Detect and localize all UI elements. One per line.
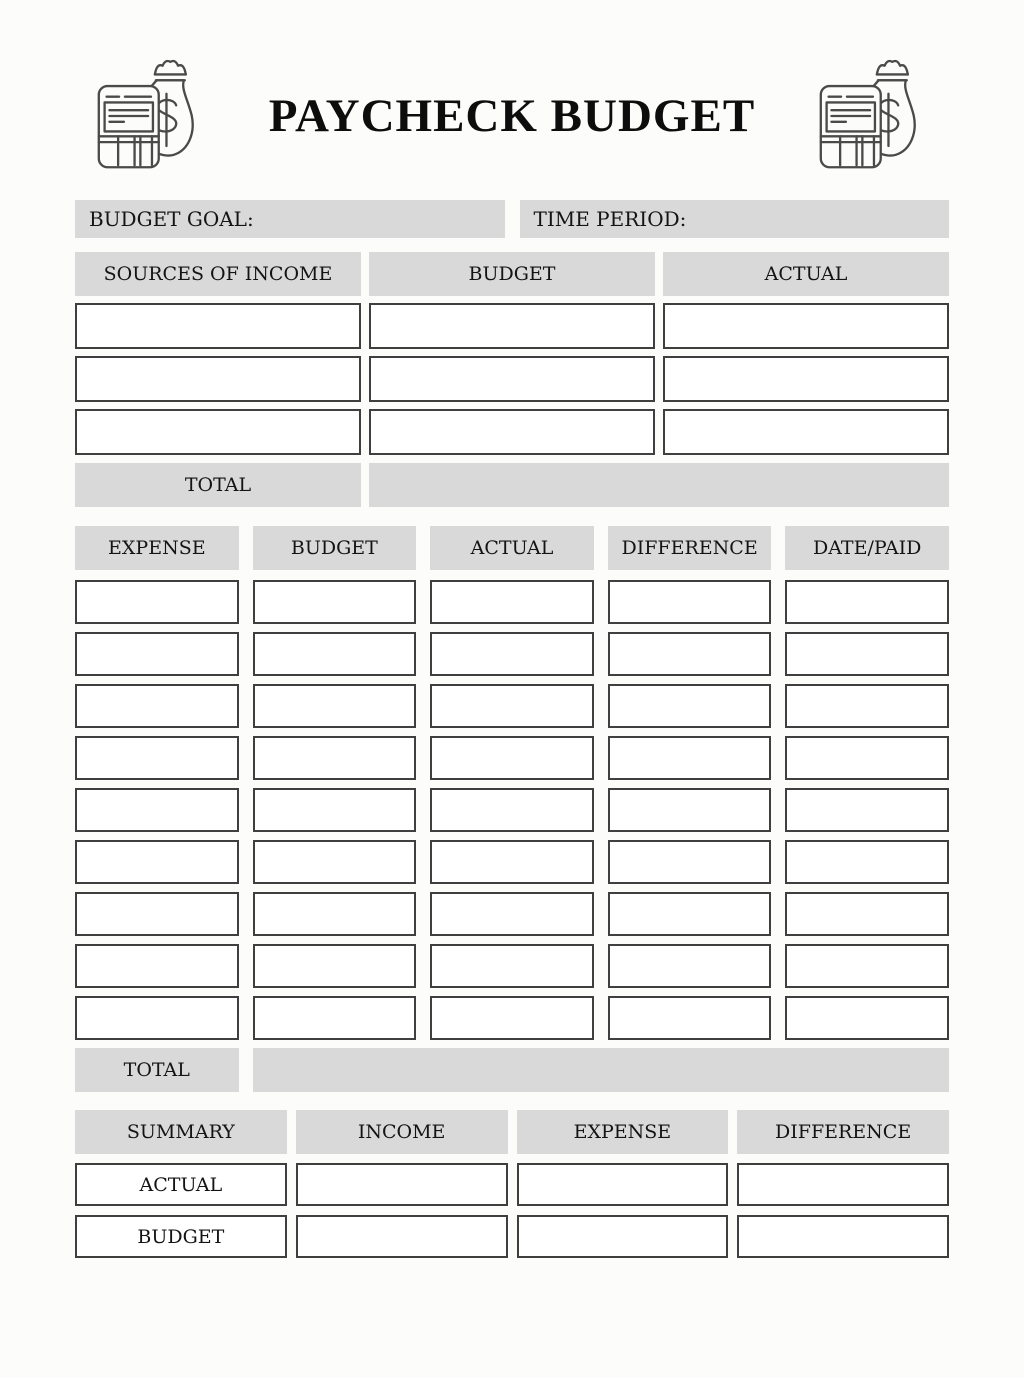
budget-goal-label: BUDGET GOAL: xyxy=(89,207,254,231)
income-header-sources: SOURCES OF INCOME xyxy=(75,252,361,296)
expense-rows xyxy=(75,580,949,1040)
income-cell-r1-c3[interactable] xyxy=(663,303,949,349)
expense-cell-r7-c5[interactable] xyxy=(785,892,949,936)
summary-cell-actual-difference[interactable] xyxy=(737,1163,949,1206)
expense-cell-r5-c1[interactable] xyxy=(75,788,239,832)
expense-total-row xyxy=(75,1048,949,1092)
expense-cell-r5-c2[interactable] xyxy=(253,788,417,832)
summary-budget-row-label: BUDGET xyxy=(75,1215,287,1258)
expense-cell-r1-c5[interactable] xyxy=(785,580,949,624)
expense-cell-r7-c4[interactable] xyxy=(608,892,772,936)
expense-cell-r6-c5[interactable] xyxy=(785,840,949,884)
expense-cell-r6-c3[interactable] xyxy=(430,840,594,884)
income-section xyxy=(75,252,949,507)
expense-cell-r5-c5[interactable] xyxy=(785,788,949,832)
summary-cell-budget-expense[interactable] xyxy=(517,1215,729,1258)
expense-header-budget: BUDGET xyxy=(253,526,417,570)
expense-cell-r9-c3[interactable] xyxy=(430,996,594,1040)
expense-cell-r1-c4[interactable] xyxy=(608,580,772,624)
expense-cell-r4-c1[interactable] xyxy=(75,736,239,780)
summary-section xyxy=(75,1110,949,1258)
expense-total-value-field[interactable] xyxy=(253,1048,949,1092)
expense-cell-r7-c3[interactable] xyxy=(430,892,594,936)
expense-cell-r3-c2[interactable] xyxy=(253,684,417,728)
expense-header-date-paid: DATE/PAID xyxy=(785,526,949,570)
expense-header-expense: EXPENSE xyxy=(75,526,239,570)
time-period-field[interactable] xyxy=(520,200,950,238)
income-header-actual: ACTUAL xyxy=(663,252,949,296)
summary-cell-actual-expense[interactable] xyxy=(517,1163,729,1206)
expense-cell-r9-c5[interactable] xyxy=(785,996,949,1040)
budget-goal-field[interactable] xyxy=(75,200,505,238)
expense-cell-r2-c5[interactable] xyxy=(785,632,949,676)
expense-cell-r5-c4[interactable] xyxy=(608,788,772,832)
expense-cell-r2-c2[interactable] xyxy=(253,632,417,676)
summary-cell-budget-income[interactable] xyxy=(296,1215,508,1258)
expense-cell-r7-c1[interactable] xyxy=(75,892,239,936)
expense-cell-r6-c2[interactable] xyxy=(253,840,417,884)
summary-cell-budget-difference[interactable] xyxy=(737,1215,949,1258)
expense-cell-r3-c5[interactable] xyxy=(785,684,949,728)
calculator-money-bag-icon xyxy=(93,55,209,177)
expense-cell-r4-c2[interactable] xyxy=(253,736,417,780)
expense-cell-r7-c2[interactable] xyxy=(253,892,417,936)
expense-cell-r2-c1[interactable] xyxy=(75,632,239,676)
masthead xyxy=(75,52,949,180)
expense-cell-r4-c4[interactable] xyxy=(608,736,772,780)
expense-cell-r5-c3[interactable] xyxy=(430,788,594,832)
summary-headers xyxy=(75,1110,949,1154)
expense-cell-r6-c1[interactable] xyxy=(75,840,239,884)
expense-cell-r2-c4[interactable] xyxy=(608,632,772,676)
expense-cell-r4-c3[interactable] xyxy=(430,736,594,780)
expense-cell-r4-c5[interactable] xyxy=(785,736,949,780)
income-total-row xyxy=(75,463,949,507)
income-cell-r2-c3[interactable] xyxy=(663,356,949,402)
income-header-budget: BUDGET xyxy=(369,252,655,296)
income-rows xyxy=(75,303,949,455)
income-cell-r3-c2[interactable] xyxy=(369,409,655,455)
income-total-value-field[interactable] xyxy=(369,463,949,507)
expense-cell-r3-c3[interactable] xyxy=(430,684,594,728)
summary-cell-actual-income[interactable] xyxy=(296,1163,508,1206)
expense-cell-r8-c3[interactable] xyxy=(430,944,594,988)
expense-cell-r6-c4[interactable] xyxy=(608,840,772,884)
summary-header-summary: SUMMARY xyxy=(75,1110,287,1154)
income-headers xyxy=(75,252,949,296)
expense-cell-r3-c1[interactable] xyxy=(75,684,239,728)
expense-cell-r1-c2[interactable] xyxy=(253,580,417,624)
summary-header-expense: EXPENSE xyxy=(517,1110,729,1154)
summary-header-income: INCOME xyxy=(296,1110,508,1154)
expense-cell-r8-c1[interactable] xyxy=(75,944,239,988)
expense-cell-r9-c1[interactable] xyxy=(75,996,239,1040)
expense-section xyxy=(75,526,949,1092)
time-period-label: TIME PERIOD: xyxy=(533,207,687,231)
page-title: PAYCHECK BUDGET xyxy=(268,90,756,142)
income-total-label: TOTAL xyxy=(75,463,361,507)
expense-cell-r8-c2[interactable] xyxy=(253,944,417,988)
income-cell-r2-c1[interactable] xyxy=(75,356,361,402)
expense-cell-r9-c4[interactable] xyxy=(608,996,772,1040)
expense-headers xyxy=(75,526,949,570)
summary-header-difference: DIFFERENCE xyxy=(737,1110,949,1154)
calculator-money-bag-icon xyxy=(815,55,931,177)
income-cell-r3-c1[interactable] xyxy=(75,409,361,455)
expense-total-label: TOTAL xyxy=(75,1048,239,1092)
summary-rows xyxy=(75,1163,949,1258)
expense-cell-r8-c4[interactable] xyxy=(608,944,772,988)
income-cell-r1-c2[interactable] xyxy=(369,303,655,349)
expense-cell-r1-c3[interactable] xyxy=(430,580,594,624)
paycheck-budget-page xyxy=(0,52,1024,1378)
expense-cell-r3-c4[interactable] xyxy=(608,684,772,728)
expense-header-difference: DIFFERENCE xyxy=(608,526,772,570)
summary-actual-row-label: ACTUAL xyxy=(75,1163,287,1206)
top-fields xyxy=(75,200,949,238)
expense-cell-r8-c5[interactable] xyxy=(785,944,949,988)
expense-cell-r9-c2[interactable] xyxy=(253,996,417,1040)
expense-cell-r2-c3[interactable] xyxy=(430,632,594,676)
income-cell-r2-c2[interactable] xyxy=(369,356,655,402)
expense-header-actual: ACTUAL xyxy=(430,526,594,570)
income-cell-r1-c1[interactable] xyxy=(75,303,361,349)
expense-cell-r1-c1[interactable] xyxy=(75,580,239,624)
income-cell-r3-c3[interactable] xyxy=(663,409,949,455)
